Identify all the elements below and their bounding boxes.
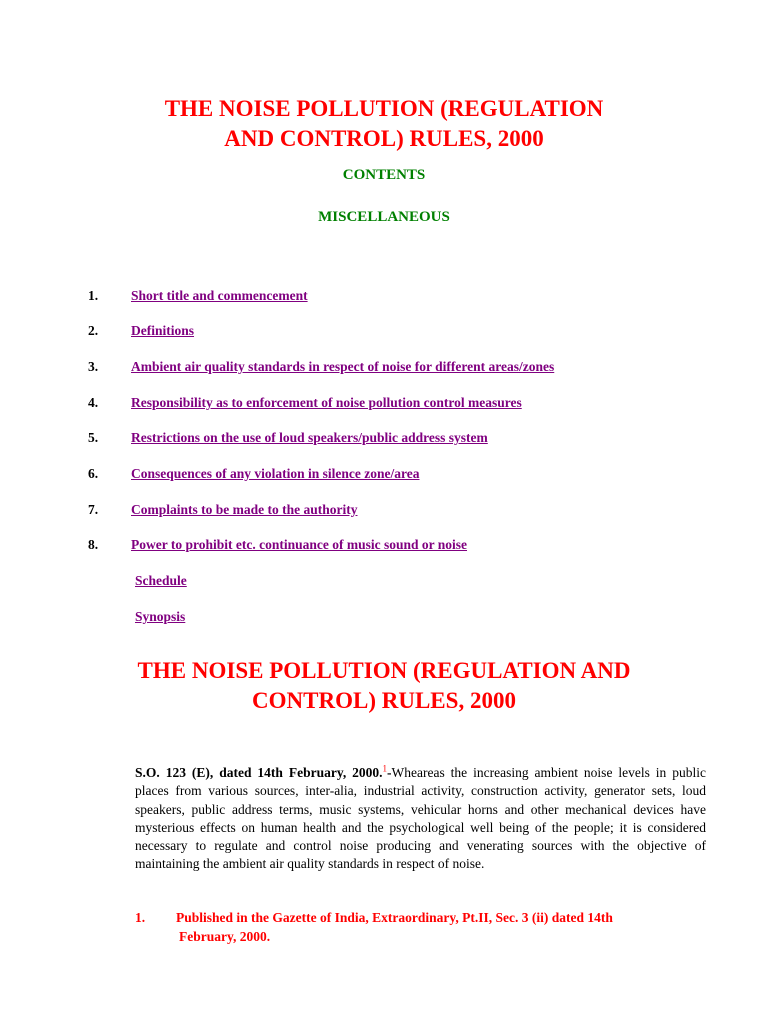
- toc-item-2: [0, 321, 768, 341]
- toc-item-number: 2.: [88, 323, 99, 338]
- toc-item-4: [0, 393, 768, 413]
- toc-item-7: [0, 500, 768, 520]
- toc-item-8: [0, 535, 768, 555]
- document-title-line-2: AND CONTROL) RULES, 2000: [224, 126, 544, 151]
- toc-item-number: 6.: [88, 466, 99, 481]
- document-title-line-1: THE NOISE POLLUTION (REGULATION: [164, 96, 604, 121]
- footnote-line-1: Published in the Gazette of India, Extraordinary, Pt.II, Sec. 3 (ii) dated 14th: [176, 910, 613, 925]
- toc-link-complaints[interactable]: Complaints to be made to the authority: [131, 502, 358, 517]
- toc-item-number: 4.: [88, 395, 99, 410]
- toc-item-number: 3.: [88, 359, 99, 374]
- toc-item-1: [0, 286, 768, 306]
- toc-link-restrictions[interactable]: Restrictions on the use of loud speakers/public address system: [131, 430, 488, 445]
- schedule-link[interactable]: Schedule: [135, 573, 187, 588]
- toc-item-6: [0, 464, 768, 484]
- footnote-text: [176, 908, 706, 946]
- preamble-paragraph: [135, 764, 706, 874]
- toc-link-short-title[interactable]: Short title and commencement: [131, 288, 308, 303]
- toc-item-synopsis: [0, 607, 768, 627]
- toc-item-schedule: [0, 571, 768, 591]
- toc-link-responsibility[interactable]: Responsibility as to enforcement of noise pollution control measures: [131, 395, 522, 410]
- footnote-line-2: February, 2000.: [179, 929, 271, 944]
- toc-item-3: [0, 357, 768, 377]
- toc-link-definitions[interactable]: Definitions: [131, 323, 195, 338]
- notification-reference: S.O. 123 (E), dated 14th February, 2000.: [135, 765, 383, 780]
- toc-item-number: 1.: [88, 288, 99, 303]
- toc-link-power-to-prohibit[interactable]: Power to prohibit etc. continuance of music sound or noise: [131, 537, 468, 552]
- rules-title: [0, 656, 768, 716]
- preamble-dash: -: [387, 765, 392, 780]
- toc-item-5: [0, 428, 768, 448]
- rules-title-line-2: CONTROL) RULES, 2000: [252, 688, 516, 713]
- contents-heading: CONTENTS: [342, 167, 426, 183]
- miscellaneous-heading: MISCELLANEOUS: [318, 209, 450, 225]
- toc-link-ambient-standards[interactable]: Ambient air quality standards in respect of noise for different areas/zones: [131, 359, 555, 374]
- toc-item-number: 5.: [88, 430, 99, 445]
- toc-item-number: 8.: [88, 537, 99, 552]
- toc-link-consequences[interactable]: Consequences of any violation in silence zone/area: [131, 466, 420, 481]
- toc-item-number: 7.: [88, 502, 99, 517]
- rules-title-line-1: THE NOISE POLLUTION (REGULATION AND: [137, 658, 631, 683]
- footnote-reference[interactable]: 1: [382, 763, 388, 774]
- preamble-text: Wheareas the increasing ambient noise levels in public places from various sources, inter-alia, industrial activity, construction activity, generator sets, loud speakers, public address terms, music systems, vehicular horns and other mechanical devices have mysterious effects on human health and the psychological well being of the people; it is considered necessary to regulate and control noise producing and venerating sources with the objective of maintaining the ambient air quality standards in respect of noise.: [135, 765, 706, 872]
- synopsis-link[interactable]: Synopsis: [135, 609, 186, 624]
- footnote-number: 1.: [135, 910, 146, 925]
